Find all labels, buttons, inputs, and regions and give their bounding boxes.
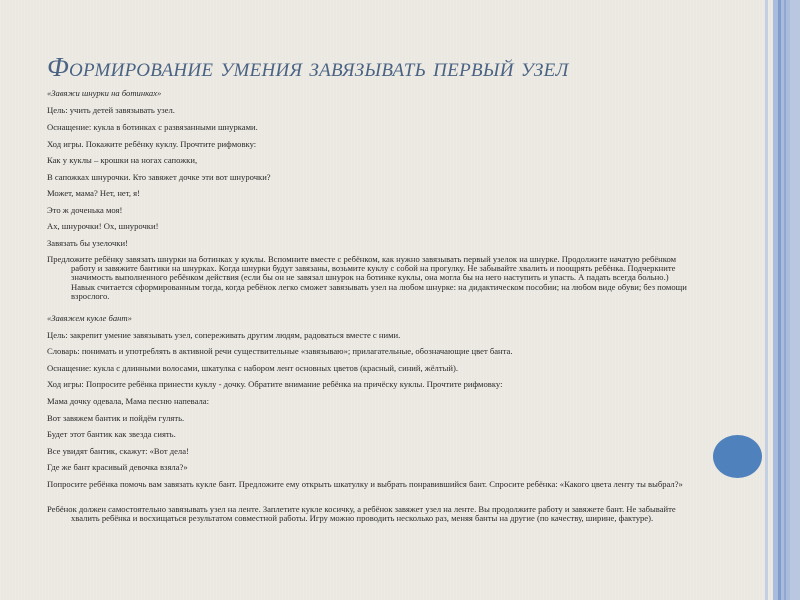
paragraph: Завязать бы узелочки! — [47, 238, 128, 248]
paragraph: В сапожках шнурочки. Кто завяжет дочке эти вот шнурочки? — [47, 172, 271, 182]
decorative-circle — [713, 435, 762, 478]
paragraph: Как у куклы – крошки на ногах сапожки, — [47, 155, 198, 165]
decorative-stripe — [790, 0, 800, 600]
paragraph: Может, мама? Нет, нет, я! — [47, 188, 140, 198]
decorative-stripe — [784, 0, 786, 600]
paragraph: Ход игры: Попросите ребёнка принести куклу - дочку. Обратите внимание ребёнка на причёску куклы. Прочтите рифмовку: — [47, 379, 503, 389]
paragraph: Ход игры. Покажите ребёнку куклу. Прочтите рифмовку: — [47, 139, 257, 149]
paragraph: Попросите ребёнка помочь вам завязать кукле бант. Предложите ему открыть шкатулку и выбрать понравившийся бант. Спросите ребёнка: «Какого цвета ленту ты выбрал?» — [47, 479, 683, 489]
paragraph: Предложите ребёнку завязать шнурки на ботинках у куклы. Вспомните вместе с ребёнком, как нужно завязывать первый узелок на шнурке. Продолжите начатую ребёнком работу и завяжите бантики на шнурках. Когда шнурки будут завязаны, возьмите куклу с собой на прогулку. Не забывайте хвалить и поощрять ребёнка. Подчеркните значимость выполненного ребёнком действия (если бы он не завязал шнурок на ботинке куклы, она могла бы на него наступить и упасть. А падать всегда больно.) Навык считается сформированным тогда, когда ребёнок легко сможет завязывать узел на любом шнурке: на дидактическом пособии; на любом виде обуви; без помощи взрослого. — [47, 254, 687, 301]
decorative-stripe — [765, 0, 768, 600]
paragraph: Мама дочку одевала, Мама песню напевала: — [47, 396, 209, 406]
paragraph: Оснащение: кукла с длинными волосами, шкатулка с набором лент основных цветов (красный, синий, жёлтый). — [47, 363, 458, 373]
decorative-stripe — [773, 0, 790, 600]
paragraph: Ах, шнурочки! Ох, шнурочки! — [47, 221, 159, 231]
slide-title: Формирование умения завязывать первый узел — [47, 52, 569, 82]
paragraph: Цель: учить детей завязывать узел. — [47, 105, 175, 115]
paragraph: Вот завяжем бантик и пойдём гулять. — [47, 413, 185, 423]
paragraph: Все увидят бантик, скажут: «Вот дела! — [47, 446, 189, 456]
paragraph: Где же бант красивый девочка взяла?» — [47, 462, 188, 472]
paragraph: Словарь: понимать и употреблять в активной речи существительные «завязываю»; прилагательные, обозначающие цвет банта. — [47, 346, 513, 356]
paragraph: Ребёнок должен самостоятельно завязывать узел на ленте. Заплетите кукле косичку, а ребёнок завяжет узел на ленте. Вы продолжите работу и завяжете бант. Не забывайте хвалить ребёнка и восхищаться результатом совместной работы. Игру можно проводить несколько раз, меняя банты на другие (по качеству, ширине, фактуре). — [47, 504, 676, 524]
decorative-stripe — [778, 0, 781, 600]
paragraph: Это ж доченька моя! — [47, 205, 123, 215]
game-title: «Завяжем кукле бант» — [47, 313, 132, 323]
paragraph: Будет этот бантик как звезда сиять. — [47, 429, 176, 439]
paragraph: Оснащение: кукла в ботинках с развязанными шнурками. — [47, 122, 258, 132]
paragraph: Цель: закрепит умение завязывать узел, сопереживать другим людям, радоваться вместе с ними. — [47, 330, 401, 340]
game-title: «Завяжи шнурки на ботинках» — [47, 88, 162, 98]
